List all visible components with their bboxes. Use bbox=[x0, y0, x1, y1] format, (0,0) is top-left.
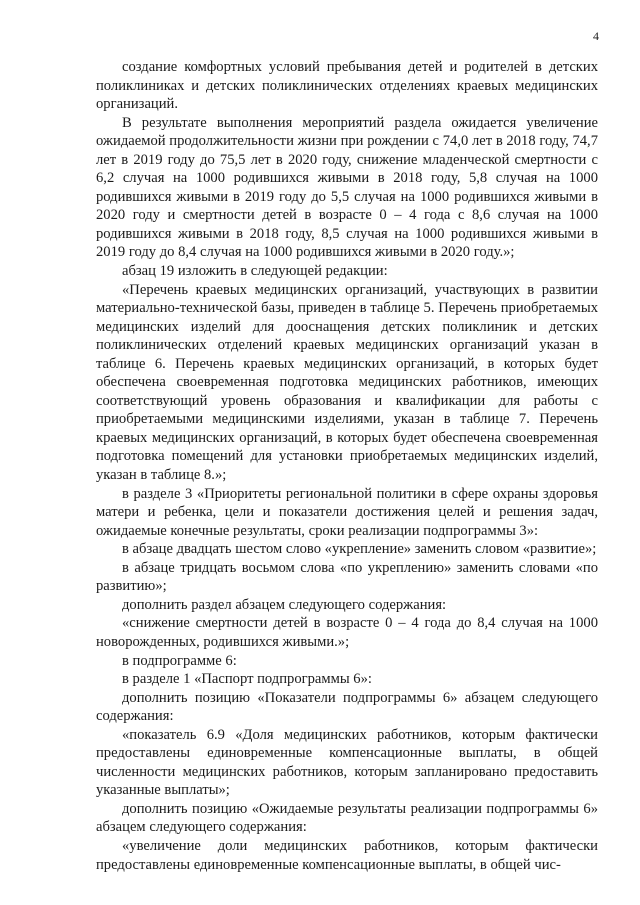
paragraph-14: дополнить позицию «Ожидаемые результаты реализации подпрограммы 6» абзацем следующего содержания: bbox=[96, 800, 598, 836]
document-body bbox=[96, 58, 598, 874]
paragraph-9: «снижение смертности детей в возрасте 0 – 4 года до 8,4 случая на 1000 новорожденных, родившихся живыми.»; bbox=[96, 615, 598, 650]
paragraph-11: в разделе 1 «Паспорт подпрограммы 6»: bbox=[122, 671, 372, 688]
paragraph-12: дополнить позицию «Показатели подпрограммы 6» абзацем следующего содержания: bbox=[96, 689, 598, 725]
paragraph-5: в разделе 3 «Приоритеты региональной политики в сфере охраны здоровья матери и ребенка, цели и показатели достижения целей и решения задач, ожидаемые конечные результаты, сроки реализации подпрограммы 3»: bbox=[96, 485, 598, 539]
paragraph-3: абзац 19 изложить в следующей редакции: bbox=[122, 263, 388, 280]
paragraph-2: В результате выполнения мероприятий раздела ожидается увеличение ожидаемой продолжительности жизни при рождении с 74,0 лет в 2018 году, 74,7 лет в 2019 году до 75,5 лет в 2020 году, снижение младенческой смертности с 6,2 случая на 1000 родившихся живыми в 2018 году, 5,8 случая на 1000 родившихся живыми в 2019 году до 5,5 случая на 1000 родившихся живыми в 2020 году и смертности детей в возрасте 0 – 4 года с 8,6 случая на 1000 родившихся живыми в 2018 году, 8,5 случая на 1000 родившихся живыми в 2019 году до 8,4 случая на 1000 родившихся живыми в 2020 году.»; bbox=[96, 114, 598, 261]
paragraph-13: «показатель 6.9 «Доля медицинских работников, которым фактически предоставлены единовременные компенсационные выплаты, в общей численности медицинских работников, которым запланировано предоставить указанные выплаты»; bbox=[96, 726, 598, 799]
paragraph-15: «увеличение доли медицинских работников, которым фактически предоставлены единовременные компенсационные выплаты, в общей чис- bbox=[96, 837, 598, 873]
paragraph-10: в подпрограмме 6: bbox=[122, 652, 237, 669]
paragraph-6: в абзаце двадцать шестом слово «укрепление» заменить словом «развитие»; bbox=[122, 541, 597, 558]
paragraph-8: дополнить раздел абзацем следующего содержания: bbox=[122, 596, 447, 613]
page-number: 4 bbox=[593, 29, 599, 43]
paragraph-7: в абзаце тридцать восьмом слова «по укреплению» заменить словами «по развитию»; bbox=[96, 559, 598, 595]
paragraph-4: «Перечень краевых медицинских организаций, участвующих в развитии материально-технической базы, приведен в таблице 5. Перечень приобретаемых медицинских изделий для дооснащения детских поликлиник и детских поликлинических отделений краевых медицинских организаций указан в таблице 6. Перечень краевых медицинских организаций, в которых будет обеспечена своевременная подготовка медицинских работников, имеющих соответствующий уровень образования и квалификации для работы с приобретаемыми медицинскими изделиями, указан в таблице 7. Перечень краевых медицинских организаций, в которых будет обеспечена своевременная подготовка помещений для установки приобретаемых медицинских изделий, указан в таблице 8.»; bbox=[96, 281, 598, 484]
paragraph-1: создание комфортных условий пребывания детей и родителей в детских поликлиниках и детских поликлинических отделениях краевых медицинских организаций. bbox=[96, 59, 598, 113]
